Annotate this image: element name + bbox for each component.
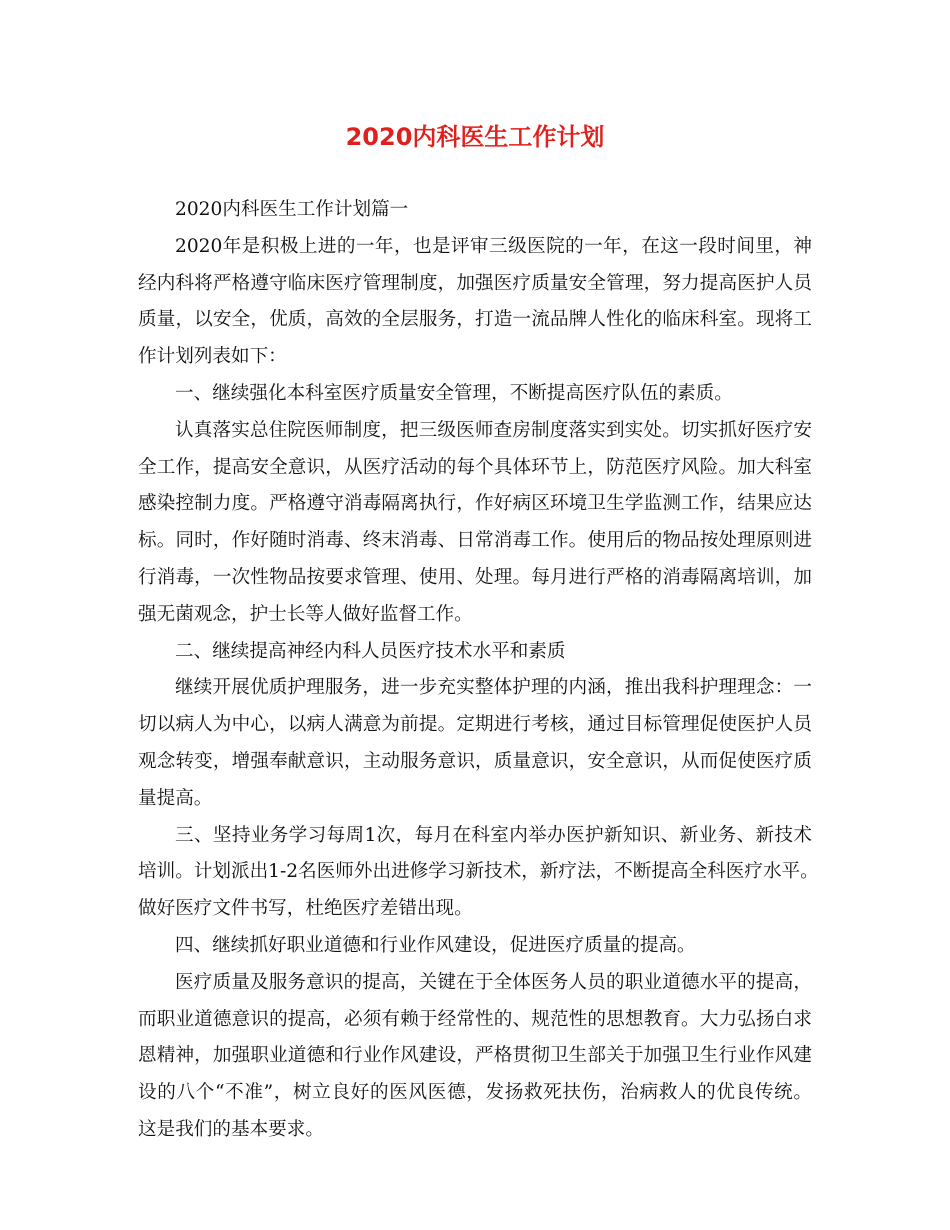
paragraph	[138, 965, 812, 1149]
paragraph	[138, 229, 812, 376]
text-line: 四、继续抓好职业道德和行业作风建设，促进医疗质量的提高。	[175, 934, 696, 956]
text-line: 2020年是积极上进的一年，也是评审三级医院的一年，在这一段时间里，神	[175, 235, 812, 257]
text-line: 观念转变，增强奉献意识，主动服务意识，质量意识，安全意识，从而促使医疗质	[138, 750, 812, 772]
text-line: 强无菌观念，护士长等人做好监督工作。	[138, 603, 473, 625]
text-line: 而职业道德意识的提高，必须有赖于经常性的、规范性的思想教育。大力弘扬白求	[138, 1008, 812, 1030]
text-line: 一、继续强化本科室医疗质量安全管理，不断提高医疗队伍的素质。	[175, 382, 733, 404]
text-line: 医疗质量及服务意识的提高，关键在于全体医务人员的职业道德水平的提高，	[175, 971, 812, 993]
text-line: 做好医疗文件书写，杜绝医疗差错出现。	[138, 898, 473, 920]
text-line: 培训。计划派出1-2名医师外出进修学习新技术，新疗法，不断提高全科医疗水平。	[138, 861, 819, 883]
text-line: 经内科将严格遵守临床医疗管理制度，加强医疗质量安全管理，努力提高医护人员	[138, 272, 812, 294]
text-line: 三、坚持业务学习每周1次，每月在科室内举办医护新知识、新业务、新技术	[175, 824, 812, 846]
text-line: 行消毒，一次性物品按要求管理、使用、处理。每月进行严格的消毒隔离培训，加	[138, 566, 812, 588]
document-body	[138, 192, 819, 1149]
text-line: 量提高。	[138, 787, 213, 809]
paragraph	[138, 634, 812, 671]
text-line: 作计划列表如下：	[138, 346, 287, 368]
text-line: 质量，以安全，优质，高效的全层服务，打造一流品牌人性化的临床科室。现将工	[138, 309, 812, 331]
paragraph	[138, 818, 819, 928]
text-line: 继续开展优质护理服务，进一步充实整体护理的内涵，推出我科护理理念：一	[175, 677, 812, 699]
paragraph	[138, 928, 812, 965]
paragraph	[138, 376, 812, 413]
text-line: 恩精神，加强职业道德和行业作风建设，严格贯彻卫生部关于加强卫生行业作风建	[138, 1045, 812, 1067]
text-line: 2020内科医生工作计划篇一	[175, 199, 409, 220]
text-line: 设的八个“不准”，树立良好的医风医德，发扬救死扶伤，治病救人的优良传统。	[138, 1082, 812, 1104]
paragraph	[138, 192, 812, 229]
paragraph	[138, 413, 812, 634]
text-line: 全工作，提高安全意识，从医疗活动的每个具体环节上，防范医疗风险。加大科室	[138, 456, 812, 478]
text-line: 切以病人为中心，以病人满意为前提。定期进行考核，通过目标管理促使医护人员	[138, 714, 812, 736]
text-line: 标。同时，作好随时消毒、终末消毒、日常消毒工作。使用后的物品按处理原则进	[138, 530, 812, 552]
text-line: 二、继续提高神经内科人员医疗技术水平和素质	[175, 640, 566, 662]
text-line: 认真落实总住院医师制度，把三级医师查房制度落实到实处。切实抓好医疗安	[175, 419, 812, 441]
paragraph	[138, 670, 812, 817]
text-line: 感染控制力度。严格遵守消毒隔离执行，作好病区环境卫生学监测工作，结果应达	[138, 493, 812, 515]
text-line: 这是我们的基本要求。	[138, 1118, 324, 1140]
document-title: 2020内科医生工作计划	[345, 123, 605, 151]
